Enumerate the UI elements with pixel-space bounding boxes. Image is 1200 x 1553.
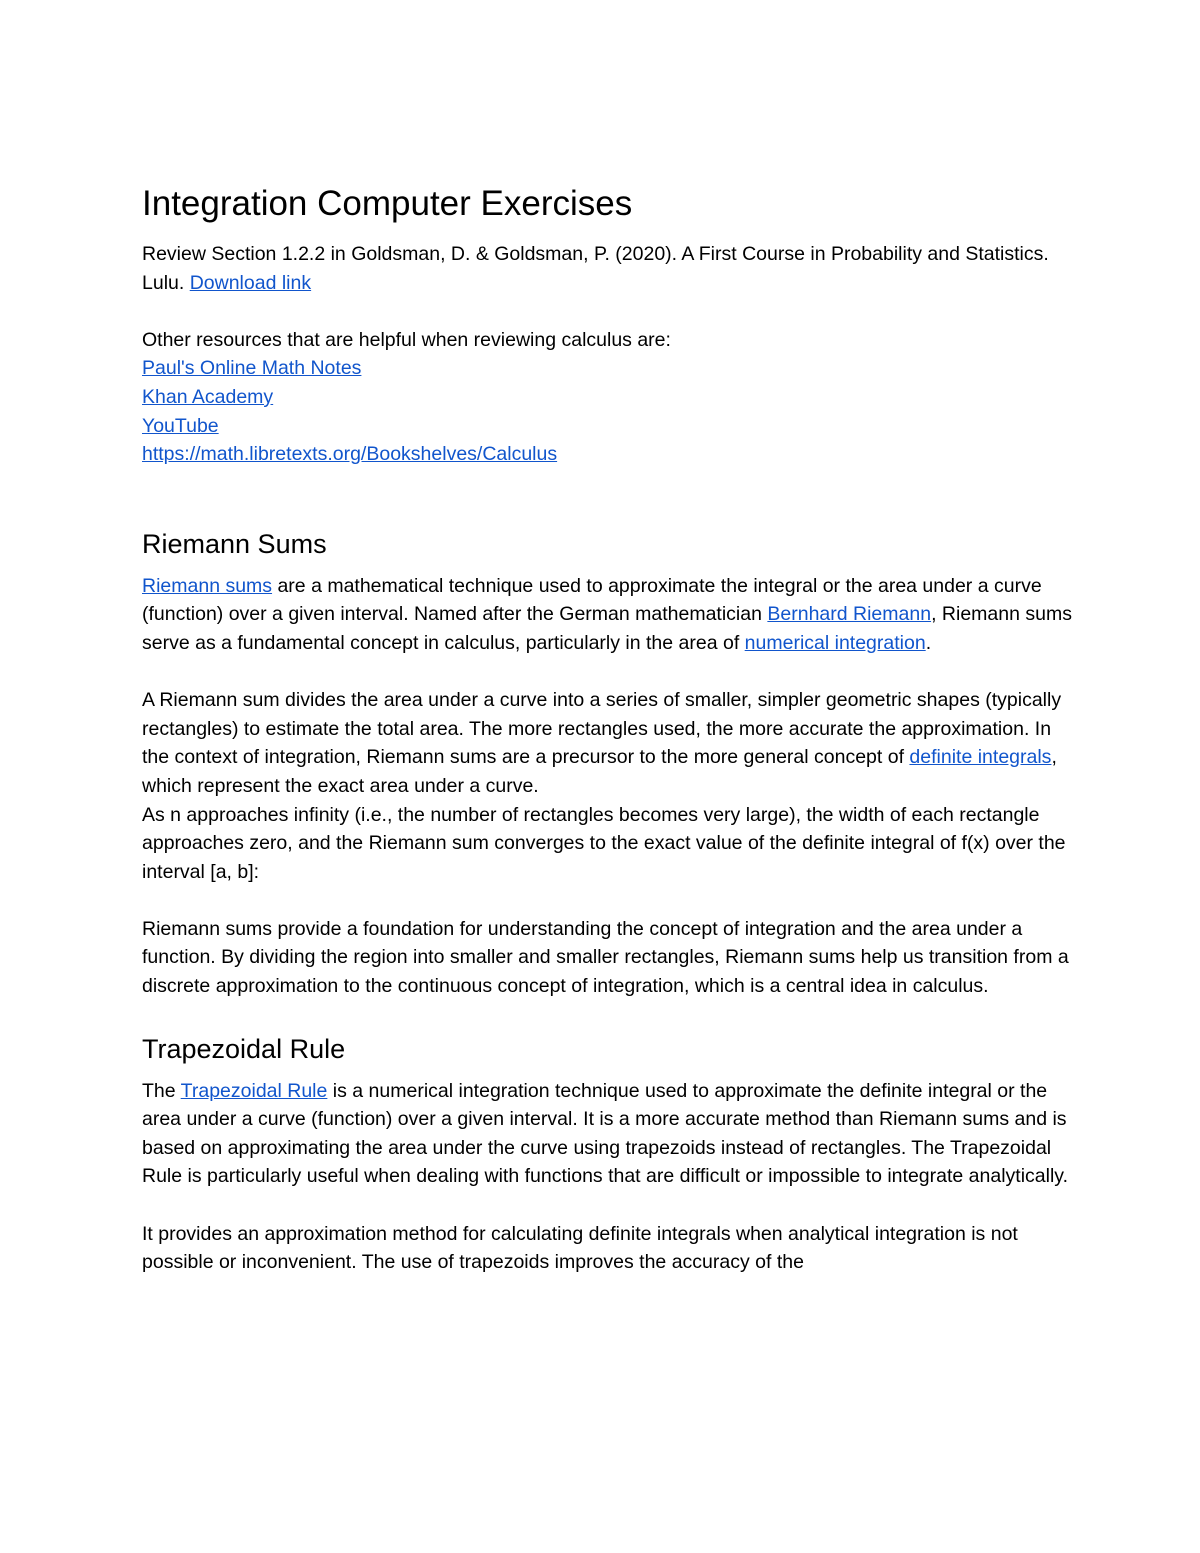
- resource-link-youtube[interactable]: YouTube: [142, 414, 219, 437]
- download-link[interactable]: Download link: [189, 271, 312, 294]
- riemann-heading: Riemann Sums: [142, 528, 327, 559]
- trapezoidal-p1-text-1: The: [142, 1079, 181, 1102]
- resources-list: [142, 326, 1072, 469]
- numerical-integration-link[interactable]: numerical integration: [744, 631, 926, 654]
- resource-link-khan-academy[interactable]: Khan Academy: [142, 385, 274, 408]
- trapezoidal-paragraph-1: [142, 1077, 1072, 1191]
- document-page: [142, 180, 1072, 1277]
- intro-text: Review Section 1.2.2 in Goldsman, D. & Goldsman, P. (2020). A First Course in Probability and Statistics. Lulu.: [142, 243, 1049, 294]
- trapezoidal-p1-text-2: is a numerical integration technique used to approximate the definite integral or the area under a curve (function) over a given interval. It is a more accurate method than Riemann sums and is based on approximating the area under the curve using trapezoids instead of rectangles. The Trapezoidal Rule is particularly useful when dealing with functions that are difficult or impossible to integrate analytically.: [142, 1079, 1069, 1188]
- riemann-paragraph-1: [142, 572, 1072, 658]
- resource-link-pauls-notes[interactable]: Paul's Online Math Notes: [142, 357, 362, 380]
- riemann-p1-text-2: , Riemann sums serve as a fundamental concept in calculus, particularly in the area of: [142, 603, 1072, 654]
- trapezoidal-paragraph-2: It provides an approximation method for calculating definite integrals when analytical integration is not possible or inconvenient. The use of trapezoids improves the accuracy of the: [142, 1222, 1018, 1274]
- trapezoidal-heading: Trapezoidal Rule: [142, 1033, 346, 1064]
- definite-integrals-link[interactable]: definite integrals: [909, 746, 1052, 769]
- riemann-p1-text-1: are a mathematical technique used to approximate the integral or the area under a curve (function) over a given interval. Named after the German mathematician: [142, 574, 1042, 626]
- riemann-paragraph-4: Riemann sums provide a foundation for understanding the concept of integration and the area under a function. By dividing the region into smaller and smaller rectangles, Riemann sums help us transition from a discrete approximation to the continuous concept of integration, which is a central idea in calculus.: [142, 917, 1069, 998]
- resources-lead: Other resources that are helpful when reviewing calculus are:: [142, 328, 671, 351]
- riemann-sums-link[interactable]: Riemann sums: [142, 574, 273, 597]
- resource-link-libretexts[interactable]: https://math.libretexts.org/Bookshelves/Calculus: [142, 443, 558, 466]
- riemann-p2-text-1: A Riemann sum divides the area under a curve into a series of smaller, simpler geometric shapes (typically rectangles) to estimate the total area. The more rectangles used, the more accurate the approximation. In the context of integration, Riemann sums are a precursor to the more general concept of: [142, 689, 1062, 769]
- page-title: Integration Computer Exercises: [142, 184, 633, 223]
- riemann-paragraph-2: [142, 686, 1072, 800]
- trapezoidal-rule-link[interactable]: Trapezoidal Rule: [180, 1079, 328, 1102]
- riemann-p2-text-2: , which represent the exact area under a curve.: [142, 746, 1057, 797]
- bernhard-riemann-link[interactable]: Bernhard Riemann: [767, 603, 932, 626]
- intro-paragraph: [142, 240, 1072, 297]
- riemann-p1-text-3: .: [925, 631, 932, 654]
- riemann-paragraph-3: As n approaches infinity (i.e., the number of rectangles becomes very large), the width of each rectangle approaches zero, and the Riemann sum converges to the exact value of the definite integral of f(x) over the interval [a, b]:: [142, 803, 1066, 883]
